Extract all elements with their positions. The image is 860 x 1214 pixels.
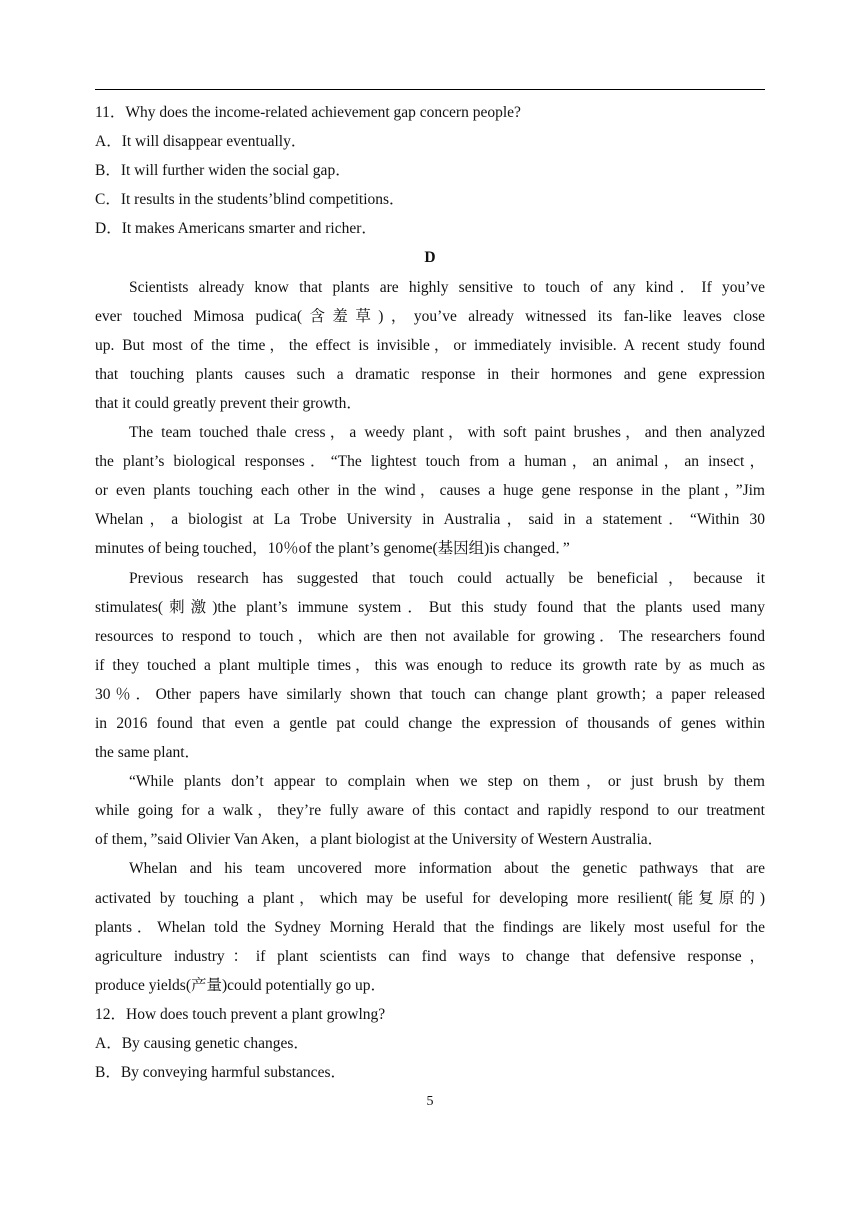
paragraph-line: produce yields(产量)could potentially go up． xyxy=(95,976,386,994)
paragraph-line: resources to respond to touch，which are then not available for growing．The researchers found xyxy=(95,627,765,645)
paragraph-line: 30％．Other papers have similarly shown that touch can change plant growth；a paper released xyxy=(95,685,765,703)
paragraph-line: in 2016 found that even a gentle pat could change the expression of thousands of genes within xyxy=(95,714,765,732)
paragraph-line: Previous research has suggested that touch could actually be beneficial，because it xyxy=(129,569,765,587)
paragraph-line: agriculture industry：if plant scientists can find ways to change that defensive response， xyxy=(95,947,765,965)
option-c: C．It results in the students’blind competitions． xyxy=(95,191,405,209)
passage xyxy=(95,273,765,1000)
option-a: A．By causing genetic changes． xyxy=(95,1035,309,1052)
paragraph-4 xyxy=(95,767,765,854)
option-b: B．It will further widen the social gap． xyxy=(95,162,351,180)
paragraph-line: if they touched a plant multiple times，this was enough to reduce its growth rate by as much as xyxy=(95,656,765,674)
paragraph-line: activated by touching a plant，which may be useful for developing more resilient(能复原的) xyxy=(95,889,765,907)
paragraph-line: up. But most of the time，the effect is invisible，or immediately invisible. A recent study found xyxy=(95,336,765,354)
page-content xyxy=(95,98,765,1087)
paragraph-line: the plant’s biological responses．“The lightest touch from a human，an animal，an insect， xyxy=(95,453,765,471)
paragraph-line: Scientists already know that plants are highly sensitive to touch of any kind．If you’ve xyxy=(129,278,765,296)
paragraph-5 xyxy=(95,854,765,999)
option-b: B．By conveying harmful substances． xyxy=(95,1064,346,1082)
paragraph-line: Whelan，a biologist at La Trobe University in Australia，said in a statement．“Within 30 xyxy=(95,511,765,529)
paragraph-line: the same plant． xyxy=(95,744,201,762)
question-stem: 12．How does touch prevent a plant growlng? xyxy=(95,1005,386,1023)
page-number: 5 xyxy=(426,1094,434,1109)
paragraph-line: stimulates(刺激)the plant’s immune system．But this study found that the plants used many xyxy=(95,598,765,616)
question-stem: 11．Why does the income-related achievement gap concern people? xyxy=(95,104,521,121)
paragraph-line: plants．Whelan told the Sydney Morning Herald that the findings are likely most useful for the xyxy=(95,918,765,936)
paragraph-line: that touching plants causes such a dramatic response in their hormones and gene expression xyxy=(95,365,765,383)
section-heading: D xyxy=(424,249,436,267)
paragraph-line: ever touched Mimosa pudica(含羞草)，you’ve already witnessed its fan-like leaves close xyxy=(95,307,765,325)
paragraph-3 xyxy=(95,564,765,768)
paragraph-2 xyxy=(95,418,765,563)
option-d: D．It makes Americans smarter and richer． xyxy=(95,220,377,238)
paragraph-line: that it could greatly prevent their growth． xyxy=(95,394,362,412)
question-11 xyxy=(95,98,765,243)
option-a: A．It will disappear eventually． xyxy=(95,133,307,151)
question-12 xyxy=(95,1000,765,1087)
paragraph-line: minutes of being touched，10％of the plant’s genome(基因组)is changed．” xyxy=(95,540,570,558)
paragraph-line: while going for a walk，they’re fully aware of this contact and rapidly respond to our treatment xyxy=(95,802,765,820)
header-rule xyxy=(95,89,765,90)
paragraph-line: of them，”said Olivier Van Aken，a plant biologist at the University of Western Australia． xyxy=(95,831,664,849)
paragraph-1 xyxy=(95,273,765,418)
paragraph-line: “While plants don’t appear to complain when we step on them，or just brush by them xyxy=(129,773,765,791)
paragraph-line: The team touched thale cress，a weedy plant，with soft paint brushes，and then analyzed xyxy=(129,424,765,442)
paragraph-line: Whelan and his team uncovered more information about the genetic pathways that are xyxy=(129,860,765,878)
paragraph-line: or even plants touching each other in the wind，causes a huge gene response in the plant，”Jim xyxy=(95,482,765,500)
